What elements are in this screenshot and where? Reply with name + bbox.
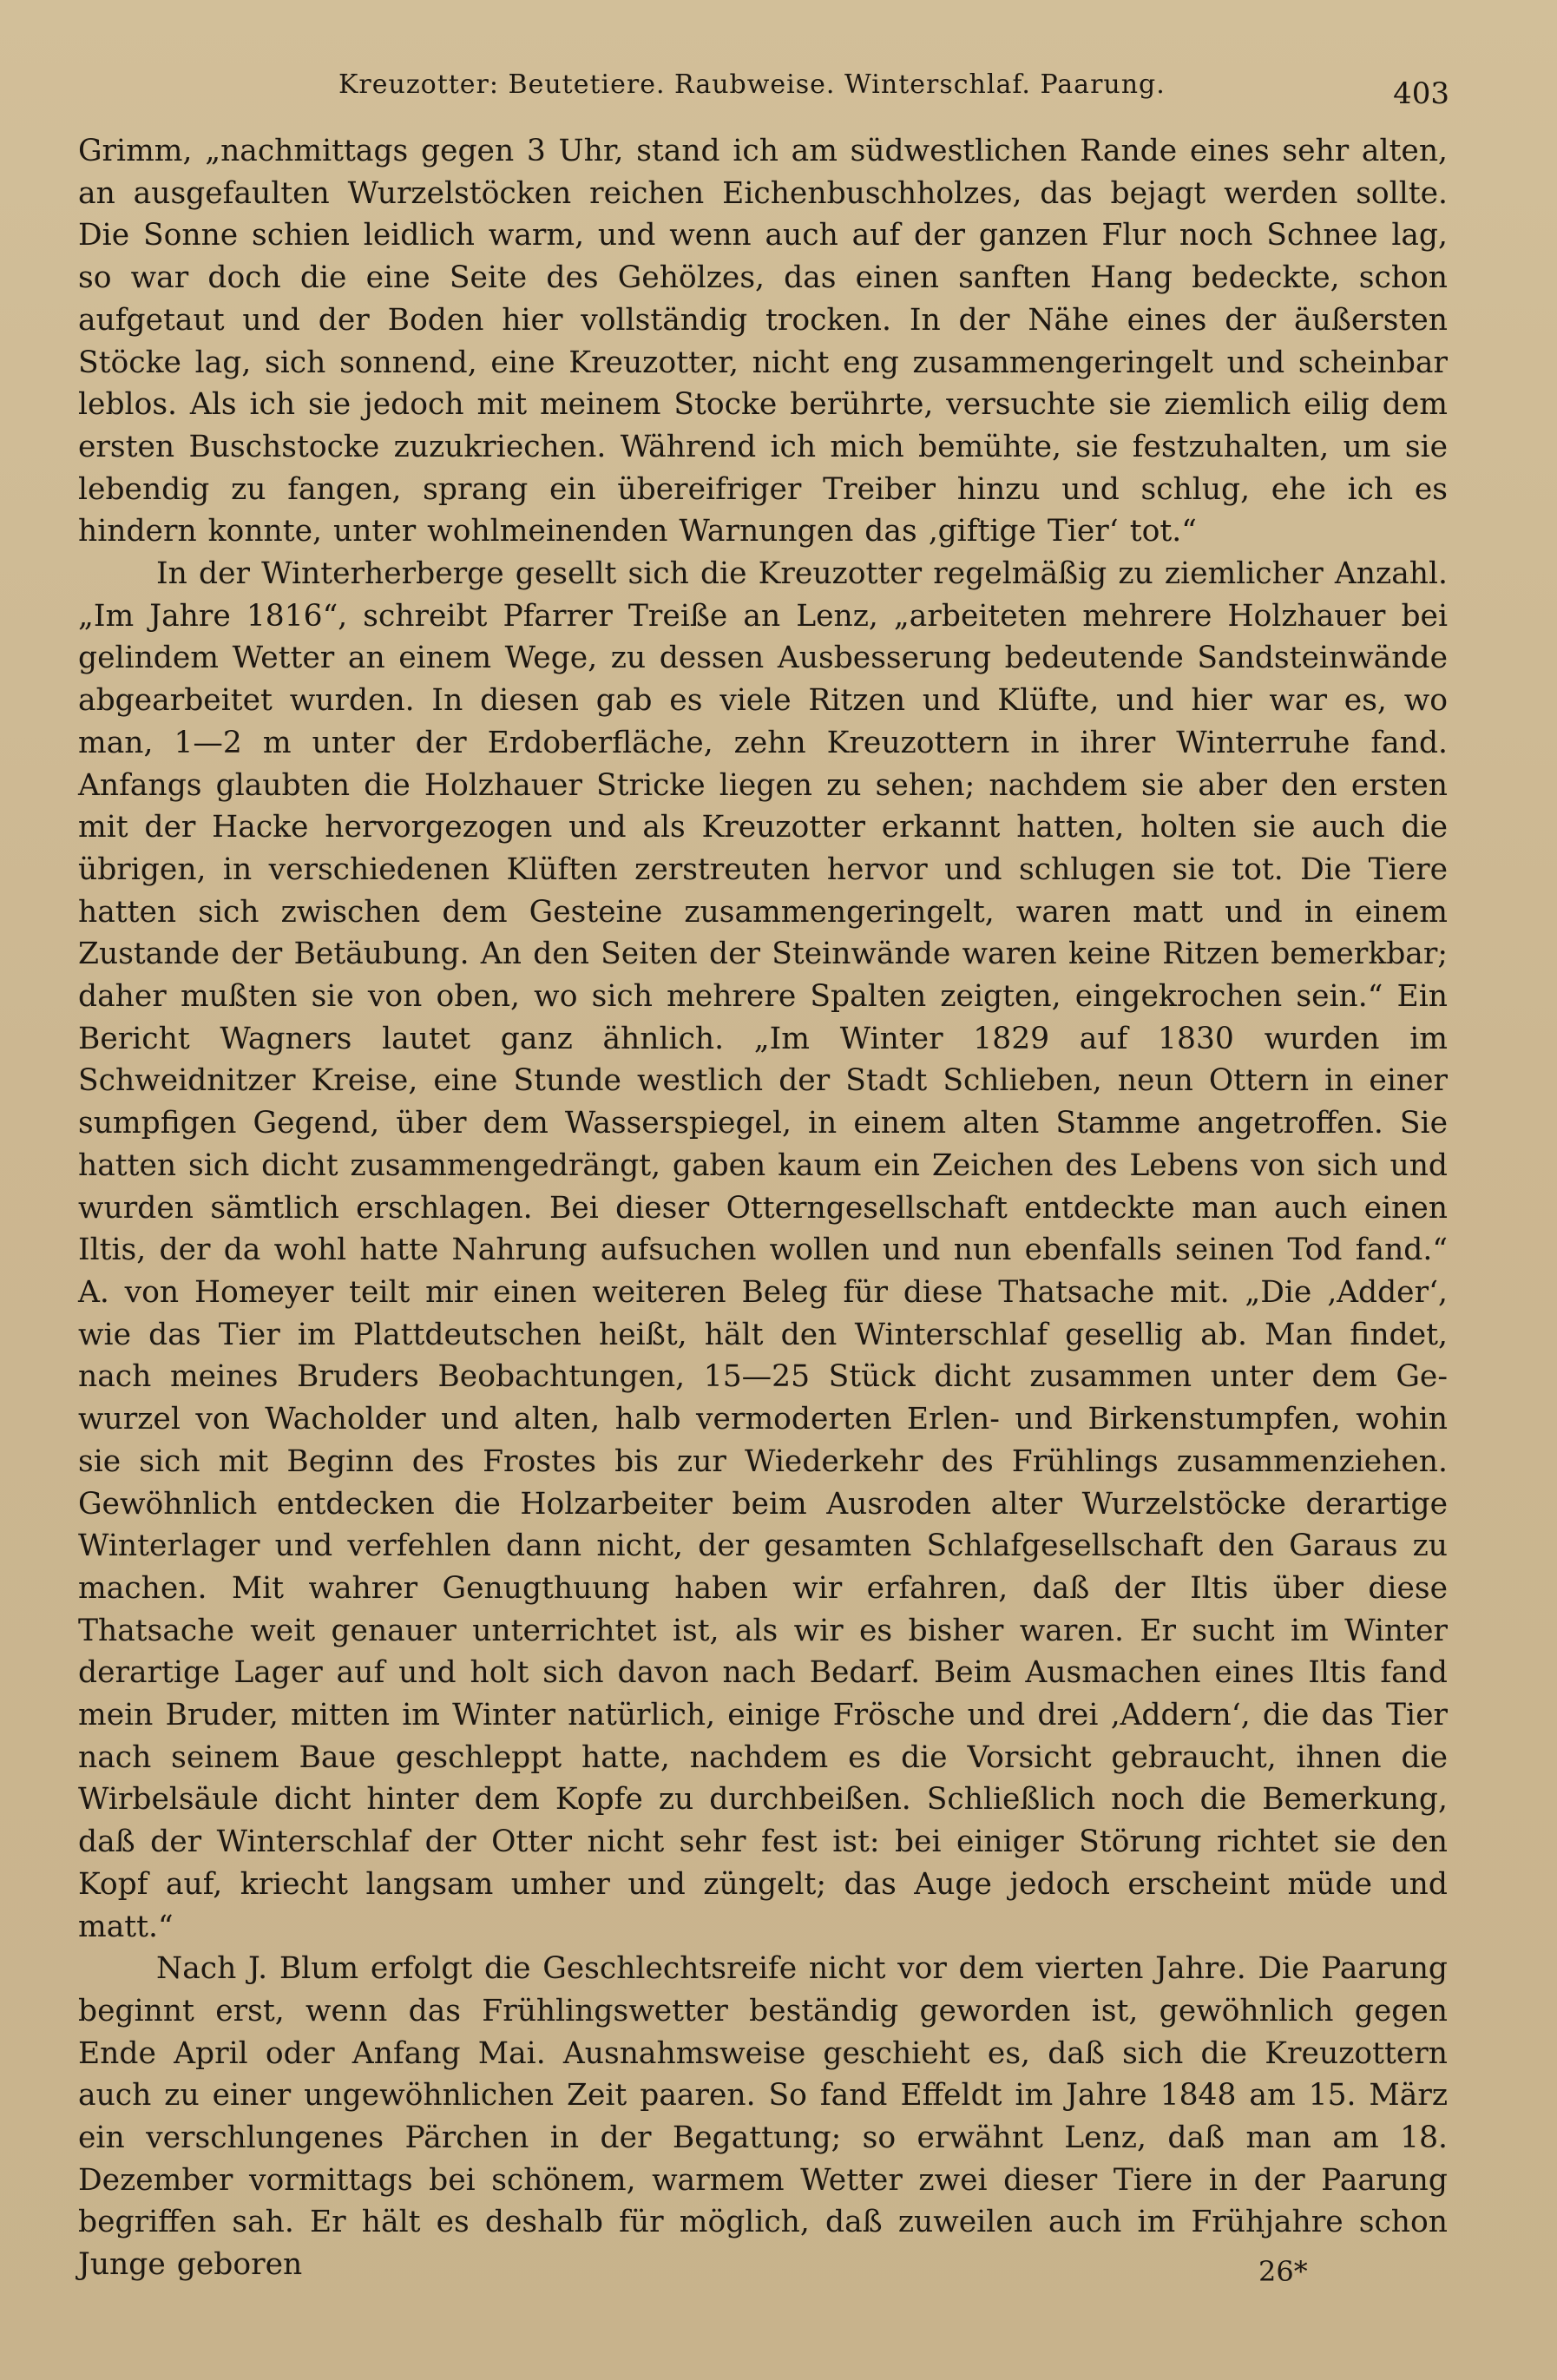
paragraph-continuation: Grimm, „nachmittags gegen 3 Uhr, stand ich am südwestlichen Rande eines sehr alten, an ausgefaulten Wurzelstöcken reichen Eichenbuschholzes, das bejagt werden sollte. Die Sonne schien leidlich warm, und wenn auch auf der ganzen Flur noch Schnee lag, so war doch die eine Seite des Gehölzes, das einen sanften Hang bedeckte, schon aufgetaut und der Boden hier vollständig trocken. In der Nähe eines der äußersten Stöcke lag, sich sonnend, eine Kreuzotter, nicht eng zusammengeringelt und scheinbar leblos. Als ich sie jedoch mit meinem Stocke berührte, versuchte sie ziemlich eilig dem ersten Buschstocke zuzukriechen. Während ich mich bemühte, sie festzuhalten, um sie lebendig zu fangen, sprang ein übereifriger Treiber hinzu und schlug, ehe ich es hindern konnte, unter wohlmeinenden Warnungen das ‚giftige Tier‘ tot.“ xyxy=(78,134,1448,549)
paragraph-paarung: Nach J. Blum erfolgt die Geschlechtsreife nicht vor dem vierten Jahre. Die Paarung beginnt erst, wenn das Frühlingswetter beständig geworden ist, gewöhnlich gegen Ende April oder Anfang Mai. Ausnahmsweise geschieht es, daß sich die Kreuzottern auch zu einer ungewöhnlichen Zeit paaren. So fand Effeldt im Jahre 1848 am 15. März ein verschlungenes Pärchen in der Begattung; so erwähnt Lenz, daß man am 18. Dezember vormittags bei schönem, warmem Wetter zwei dieser Tiere in der Paarung begriffen sah. Er hält es deshalb für möglich, daß zuweilen auch im Frühjahre schon Junge geboren xyxy=(78,1951,1448,2283)
running-head: Kreuzotter: Beutetiere. Raubweise. Winterschlaf. Paarung. xyxy=(338,69,1166,100)
paragraph-winterherberge: In der Winterherberge gesellt sich die Kreuzotter regelmäßig zu ziemlicher Anzahl. „Im Jahre 1816“, schreibt Pfarrer Treiße an Lenz, „arbeiteten mehrere Holzhauer bei gelindem Wetter an einem Wege, zu dessen Ausbesserung bedeutende Sandsteinwände abgearbeitet wurden. In diesen gab es viele Ritzen und Klüfte, und hier war es, wo man, 1—2 m unter der Erdoberfläche, zehn Kreuzottern in ihrer Winterruhe fand. Anfangs glaubten die Holzhauer Stricke liegen zu sehen; nachdem sie aber den ersten mit der Hacke hervorgezogen und als Kreuzotter erkannt hatten, holten sie auch die übrigen, in verschiedenen Klüften zerstreuten hervor und schlugen sie tot. Die Tiere hatten sich zwischen dem Gesteine zusammengeringelt, waren matt und in einem Zustande der Betäubung. An den Seiten der Steinwände waren keine Ritzen bemerkbar; daher mußten sie von oben, wo sich mehrere Spalten zeigten, eingekrochen sein.“ Ein Bericht Wagners lautet ganz ähnlich. „Im Winter 1829 auf 1830 wurden im Schweidnitzer Kreise, eine Stunde westlich der Stadt Schlieben, neun Ottern in einer sumpfigen Gegend, über dem Wasserspiegel, in einem alten Stamme angetroffen. Sie hatten sich dicht zusammengedrängt, gaben kaum ein Zeichen des Lebens von sich und wurden sämtlich erschlagen. Bei dieser Otterngesellschaft entdeckte man auch einen Iltis, der da wohl hatte Nahrung aufsuchen wollen und nun ebenfalls seinen Tod fand.“ A. von Homeyer teilt mir einen weiteren Beleg für diese Thatsache mit. „Die ‚Adder‘, wie das Tier im Plattdeutschen heißt, hält den Winterschlaf gesellig ab. Man findet, nach meines Bruders Beobachtungen, 15—25 Stück dicht zusammen unter dem Gewurzel von Wacholder und alten, halb vermoderten Erlen- und Birkenstumpfen, wohin sie sich mit Beginn des Frostes bis zur Wiederkehr des Frühlings zusammenziehen. Gewöhnlich entdecken die Holzarbeiter beim Ausroden alter Wurzelstöcke derartige Winterlager und verfehlen dann nicht, der gesamten Schlafgesellschaft den Garaus zu machen. Mit wahrer Genugthuung haben wir erfahren, daß der Iltis über diese Thatsache weit genauer unterrichtet ist, als wir es bisher waren. Er sucht im Winter derartige Lager auf und holt sich davon nach Bedarf. Beim Ausmachen eines Iltis fand mein Bruder, mitten im Winter natürlich, einige Frösche und drei ‚Addern‘, die das Tier nach seinem Baue geschleppt hatte, nachdem es die Vorsicht gebraucht, ihnen die Wirbelsäule dicht hinter dem Kopfe zu durchbeißen. Schließlich noch die Bemerkung, daß der Winterschlaf der Otter nicht sehr fest ist: bei einiger Störung richtet sie den Kopf auf, kriecht langsam umher und züngelt; das Auge jedoch erscheint müde und matt.“ xyxy=(78,556,1448,1944)
signature-mark: 26* xyxy=(1258,2255,1308,2288)
body-text xyxy=(78,130,1448,2286)
page-header xyxy=(78,62,1449,115)
page-number: 403 xyxy=(1393,76,1449,111)
